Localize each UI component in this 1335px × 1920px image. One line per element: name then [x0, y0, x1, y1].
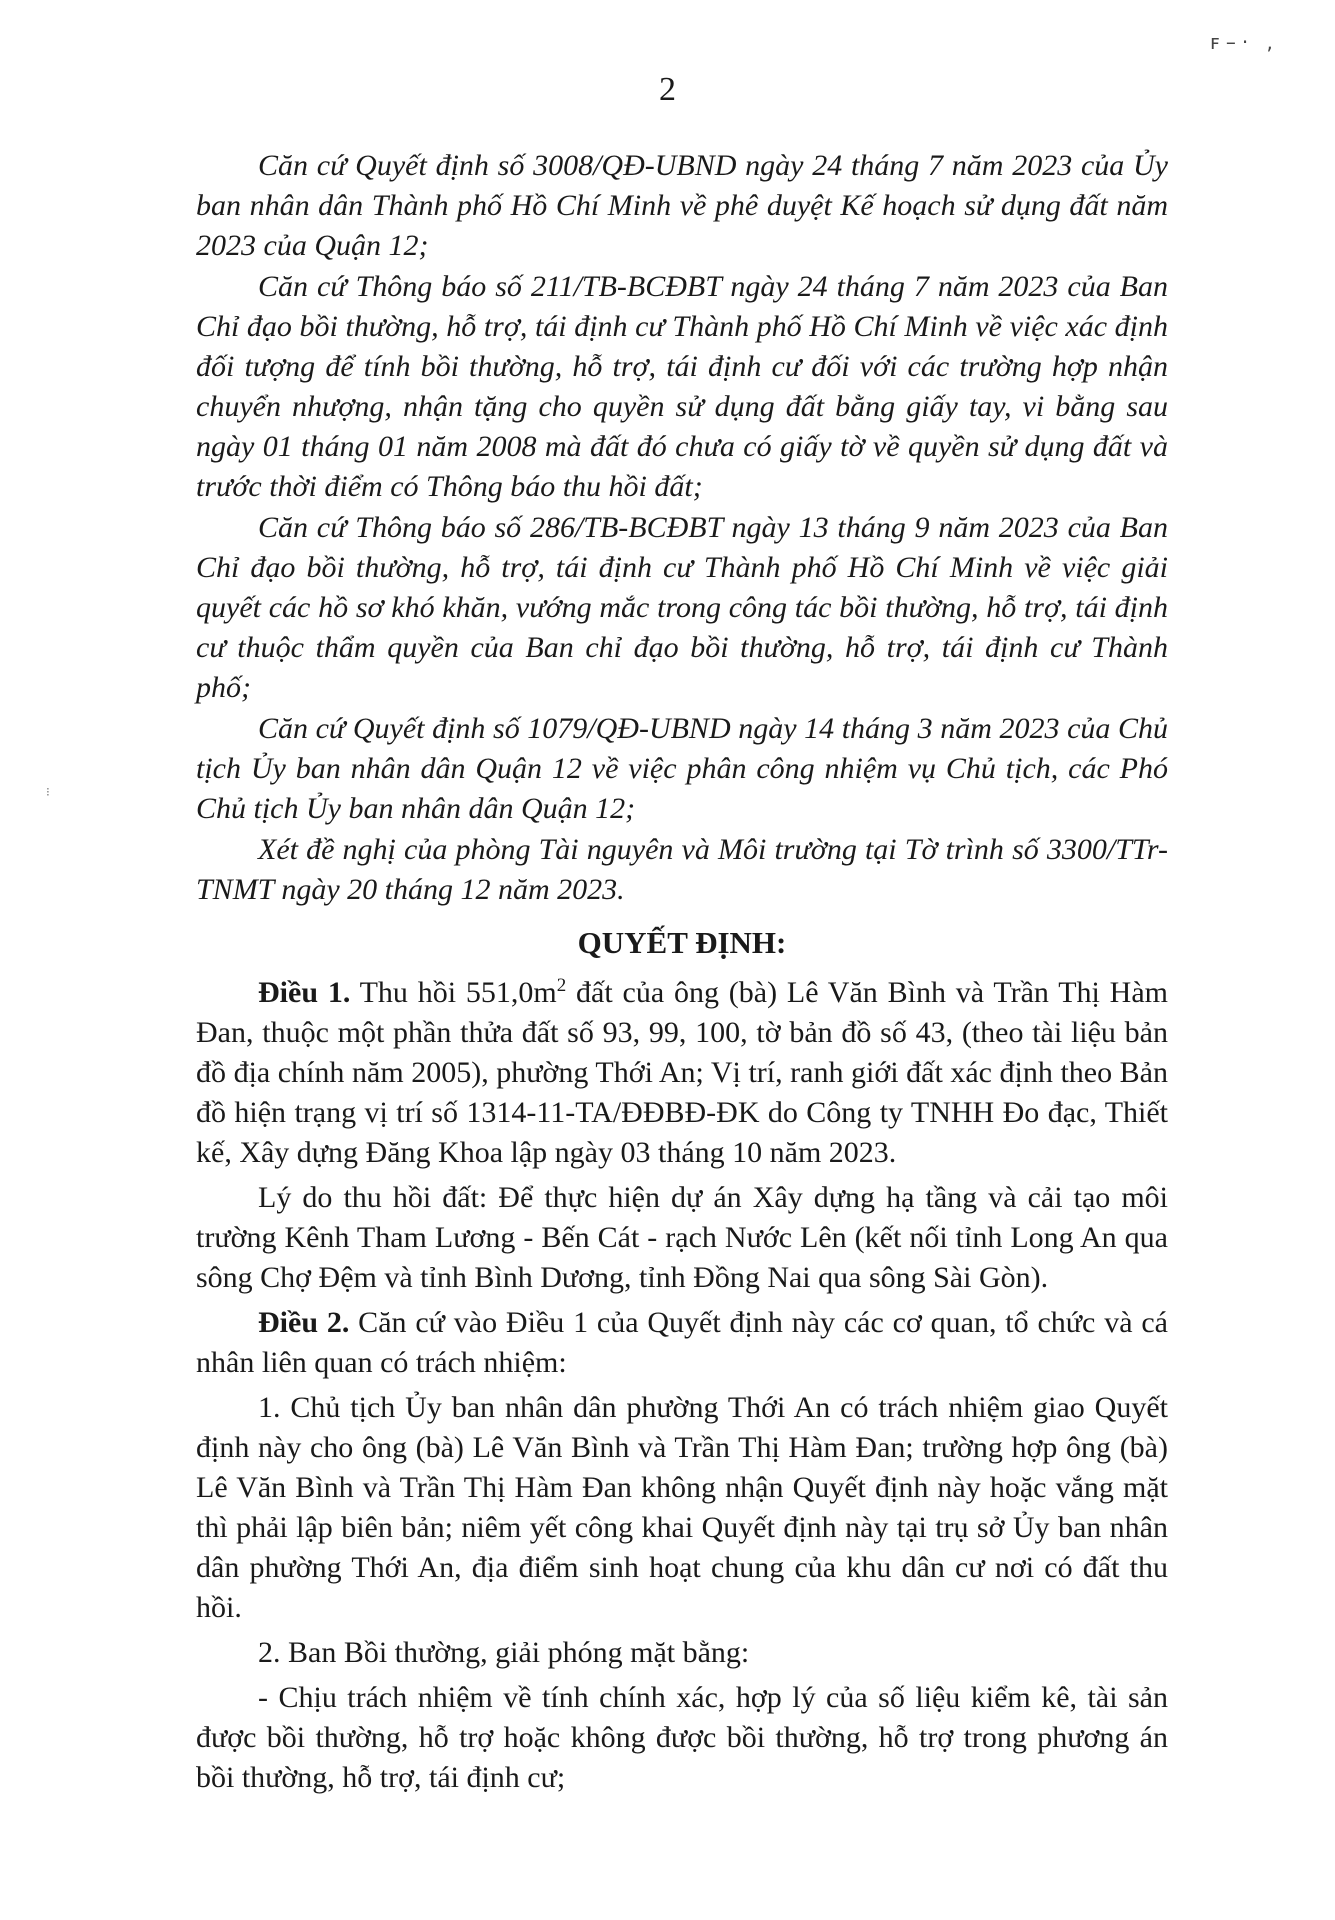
- page-number: 2: [659, 71, 676, 108]
- preamble-paragraph-1: Căn cứ Quyết định số 3008/QĐ-UBND ngày 24 tháng 7 năm 2023 của Ủy ban nhân dân Thành phố Hồ Chí Minh về phê duyệt Kế hoạch sử dụng đất năm 2023 của Quận 12;: [196, 149, 1168, 262]
- preamble-paragraph-5: Xét đề nghị của phòng Tài nguyên và Môi trường tại Tờ trình số 3300/TTr-TNMT ngày 20 tháng 12 năm 2023.: [196, 833, 1168, 906]
- article-1-superscript: 2: [556, 975, 567, 996]
- article-2-label: Điều 2.: [258, 1306, 350, 1339]
- article-2-item-2-sub-1: - Chịu trách nhiệm về tính chính xác, hợp lý của số liệu kiểm kê, tài sản được bồi thường, hỗ trợ hoặc không được bồi thường, hỗ trợ trong phương án bồi thường, hỗ trợ, tái định cư;: [196, 1681, 1168, 1794]
- article-2-item-2: 2. Ban Bồi thường, giải phóng mặt bằng:: [258, 1636, 750, 1669]
- article-2-item-1: 1. Chủ tịch Ủy ban nhân dân phường Thới An có trách nhiệm giao Quyết định này cho ông (bà) Lê Văn Bình và Trần Thị Hàm Đan; trường hợp ông (bà) Lê Văn Bình và Trần Thị Hàm Đan không nhận Quyết định này hoặc vắng mặt thì phải lập biên bản; niêm yết công khai Quyết định này tại trụ sở Ủy ban nhân dân phường Thới An, địa điểm sinh hoạt chung của khu dân cư nơi có đất thu hồi.: [196, 1391, 1168, 1624]
- article-2-paragraph: [196, 1303, 1168, 1383]
- preamble-paragraph-3: Căn cứ Thông báo số 286/TB-BCĐBT ngày 13 tháng 9 năm 2023 của Ban Chỉ đạo bồi thường, hỗ trợ, tái định cư Thành phố Hồ Chí Minh về việc giải quyết các hồ sơ khó khăn, vướng mắc trong công tác bồi thường, hỗ trợ, tái định cư thuộc thẩm quyền của Ban chỉ đạo bồi thường, hỗ trợ, tái định cư Thành phố;: [196, 511, 1168, 704]
- article-1-label: Điều 1.: [258, 976, 351, 1009]
- scan-edge-mark: ⁝: [46, 785, 50, 799]
- article-2-text: Căn cứ vào Điều 1 của Quyết định này các cơ quan, tổ chức và cá nhân liên quan có trách nhiệm:: [196, 1306, 1168, 1379]
- preamble-paragraph-4: Căn cứ Quyết định số 1079/QĐ-UBND ngày 14 tháng 3 năm 2023 của Chủ tịch Ủy ban nhân dân Quận 12 về việc phân công nhiệm vụ Chủ tịch, các Phó Chủ tịch Ủy ban nhân dân Quận 12;: [196, 712, 1168, 825]
- preamble-paragraph-2: Căn cứ Thông báo số 211/TB-BCĐBT ngày 24 tháng 7 năm 2023 của Ban Chỉ đạo bồi thường, hỗ trợ, tái định cư Thành phố Hồ Chí Minh về việc xác định đối tượng để tính bồi thường, hỗ trợ, tái định cư đối với các trường hợp nhận chuyển nhượng, nhận tặng cho quyền sử dụng đất bằng giấy tay, vi bằng sau ngày 01 tháng 01 năm 2008 mà đất đó chưa có giấy tờ về quyền sử dụng đất và trước thời điểm có Thông báo thu hồi đất;: [196, 270, 1168, 503]
- article-1-text-b: đất của ông (bà) Lê Văn Bình và Trần Thị Hàm Đan, thuộc một phần thửa đất số 93, 99, 100, tờ bản đồ số 43, (theo tài liệu bản đồ địa chính năm 2005), phường Thới An; Vị trí, ranh giới đất xác định theo Bản đồ hiện trạng vị trí số 1314-11-TA/ĐĐBĐ-ĐK do Công ty TNHH Đo đạc, Thiết kế, Xây dựng Đăng Khoa lập ngày 03 tháng 10 năm 2023.: [196, 976, 1169, 1169]
- scan-artifact-mark: ꜰ–· ,: [1210, 30, 1279, 54]
- decision-heading: QUYẾT ĐỊNH:: [577, 925, 787, 960]
- article-1-paragraph: [196, 973, 1168, 1173]
- article-1-text-a: Thu hồi 551,0m: [350, 976, 557, 1009]
- article-1-reason: Lý do thu hồi đất: Để thực hiện dự án Xây dựng hạ tầng và cải tạo môi trường Kênh Tham Lương - Bến Cát - rạch Nước Lên (kết nối tỉnh Long An qua sông Chợ Đệm và tỉnh Bình Dương, tỉnh Đồng Nai qua sông Sài Gòn).: [196, 1181, 1168, 1294]
- document-body: [196, 146, 1168, 1798]
